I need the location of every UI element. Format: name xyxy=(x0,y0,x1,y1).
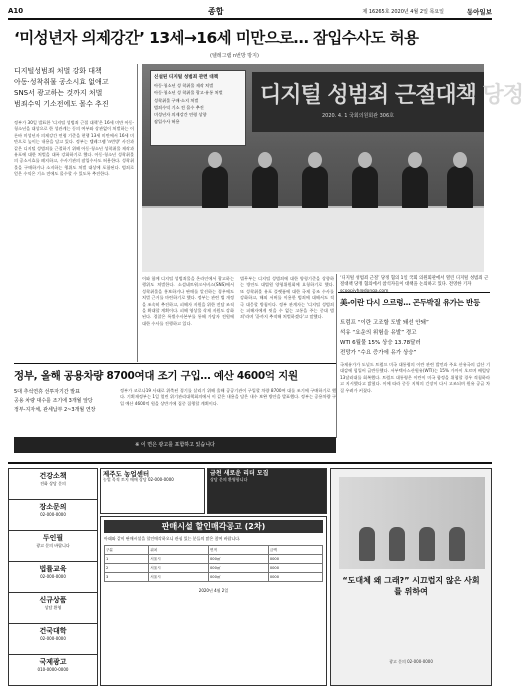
photo-banner-sub: 2020. 4. 1 국회의원회관 306호 xyxy=(322,113,394,119)
ad-figure xyxy=(389,527,405,561)
table-row xyxy=(105,546,323,555)
notice-footer: 2020년 4월 2일 xyxy=(198,588,229,593)
inset-item: 잠입수사 허용 xyxy=(154,119,180,125)
photo-person xyxy=(447,166,473,210)
notice-intro: 아래와 같이 판매시설을 할인매각하오니 관심 있는 분들의 많은 참여 바랍니다. xyxy=(104,536,241,541)
section-rule xyxy=(14,363,336,364)
table-cell: 구분 xyxy=(105,546,149,555)
photo-person xyxy=(352,166,378,210)
ad-contact: 광고 문의 02-000-0000 xyxy=(389,659,433,664)
classified-text: 02-000-0000 xyxy=(40,512,66,517)
photo-person xyxy=(402,166,428,210)
table-cell: 위치 xyxy=(149,546,209,555)
side-body: 국제유가가 도널드 트럼프 미국 대통령의 이란 관련 발언과 주요 산유국의 감산 기대감에 힘입어 급반등했다. 서부텍사스산원유(WTI)는 15% 가까이 오르며 배럴당 13달러대를 회복했다. 트럼프 대통령은 이란이 미국 함정을 위협할 경우 격침하라고 지시했다고 밝혔다. 이에 따라 중동 지역의 긴장이 다시 고조되며 원유 공급 차질 우려가 커졌다. xyxy=(340,362,490,393)
ad-figure xyxy=(359,527,375,561)
main-byline: (텔레그램 n번방 방지) xyxy=(210,53,259,59)
section-rule xyxy=(338,292,490,293)
classified-title: 법률교육 xyxy=(39,565,67,573)
classified-cell xyxy=(9,469,97,500)
second-subheads xyxy=(14,388,96,415)
classified-title: 장소문의 xyxy=(39,503,67,511)
table-row xyxy=(105,573,323,582)
table-row xyxy=(105,555,323,564)
side-subhead-line: 전망가 “수요 증가에 유가 상승” xyxy=(340,350,417,356)
classified-cell xyxy=(9,624,97,655)
ad-slogan: “도대체 왜 그래?” 시끄럽지 않은 사회를 위하여 xyxy=(342,576,480,596)
table-cell: 0000 xyxy=(268,573,322,582)
table-cell: 000㎡ xyxy=(209,573,269,582)
classified-text: 010-0000-0000 xyxy=(37,667,69,672)
second-headline: 정부, 올해 공용차량 8700여대 조기 구입… 예산 4600억 지원 xyxy=(14,370,298,382)
main-body-right: 법무부는 디지털 성범죄에 대한 양형기준을 상향하는 방안도 대법원 양형위원회에 요청하기로 했다. 또 성착취물 유포 플랫폼에 대한 국제 공조 수사를 강화하고, 해외 서버를 이용한 범죄에 대해서도 적극 대응할 방침이다. 정부 관계자는 '디지털 성범죄는 피해자에게 씻을 수 없는 고통을 주는 중대 범죄'라며 '끝까지 추적해 처벌하겠다'고 말했다. xyxy=(240,276,334,320)
lede-line: 범죄수익 기소전에도 몰수 추진 xyxy=(14,100,109,108)
main-body-mid: 이와 함께 디지털 성범죄물을 온라인에서 광고하는 행위도 처벌한다. 소셜네트워크서비스(SNS)에서 성착취물을 홍보하거나 판매를 알선하는 경우에도 처벌 근거를 마련하기로 했다. 정부는 관련 법 개정을 조속히 추진하고, 피해자 지원을 위한 전담 조직을 확대할 계획이다. 피해 영상물 삭제 지원도 강화된다. 경찰은 특별수사본부를 통해 가담자 전원에 대한 수사를 진행하고 있다. xyxy=(142,276,234,326)
side-headline: 美-이란 다시 으르렁… 곤두박질 유가는 반등 xyxy=(340,298,480,307)
inset-item: 성착취물 구매·소지 처벌 xyxy=(154,97,199,103)
classified-cell xyxy=(9,593,97,624)
issue-meta: 제 16265호 2020년 4월 2일 목요일 xyxy=(362,9,444,15)
photo-person xyxy=(252,166,278,210)
table-cell: 0000 xyxy=(268,555,322,564)
sale-notice-ad xyxy=(100,516,327,686)
photo-person-head xyxy=(453,152,467,168)
inset-box xyxy=(150,70,246,146)
ad-image xyxy=(339,477,485,569)
photo-person-head xyxy=(358,152,372,168)
classified-title: 건국대학 xyxy=(39,627,67,635)
inset-item: 아동·청소년 성 착취물 제작 처벌 xyxy=(154,83,214,89)
ad-rule xyxy=(8,462,492,464)
classified-ads-left xyxy=(8,468,98,686)
table-cell: 서울시 xyxy=(149,555,209,564)
page-number: A10 xyxy=(8,7,24,15)
classified-text: 02-000-0000 xyxy=(40,636,66,641)
classified-cell xyxy=(9,500,97,531)
second-subhead-line: 5대 추석연휴 선투자기간 발표 xyxy=(14,389,80,395)
ad-figure xyxy=(419,527,435,561)
classified-cell xyxy=(9,655,97,686)
lede-line: SNS서 광고하는 것까지 처벌 xyxy=(14,89,103,97)
ad-figure xyxy=(449,527,465,561)
classified-title: 국제광고 xyxy=(39,658,67,666)
ad-title: 금천 새로운 리더 모집 xyxy=(210,470,269,477)
table-cell: 금액 xyxy=(268,546,322,555)
photo-person-head xyxy=(258,152,272,168)
notice-table xyxy=(104,545,323,582)
table-row xyxy=(105,564,323,573)
classified-text: 02-000-0000 xyxy=(40,574,66,579)
classified-title: 두인필 xyxy=(42,534,64,542)
classified-text: 광고 문의 바랍니다 xyxy=(36,543,70,548)
photo-person-head xyxy=(308,152,322,168)
table-cell: 면적 xyxy=(209,546,269,555)
photo-person xyxy=(302,166,328,210)
side-subhead-line: WTI 6월물 15% 상승 13.78달러 xyxy=(340,340,421,346)
section-label: 종합 xyxy=(208,7,224,16)
ad-recruit xyxy=(207,468,327,514)
table-cell: 1 xyxy=(105,555,149,564)
inset-item: 아동·청소년 성 착취물 광고·유통 처벌 xyxy=(154,90,223,96)
table-cell: 서울시 xyxy=(149,564,209,573)
inset-item: 범죄수익 기소 전 몰수 추진 xyxy=(154,104,204,110)
photo-table xyxy=(142,208,484,272)
public-campaign-ad xyxy=(330,468,492,686)
inset-title: 신설된 디지털 성범죄 관련 대책 xyxy=(154,75,219,80)
column-divider xyxy=(137,64,138,362)
ad-bar: ※ 이 면은 광고를 포함하고 있습니다 xyxy=(14,437,336,453)
table-cell: 000㎡ xyxy=(209,555,269,564)
classified-text: 전화 상담 문의 xyxy=(40,481,66,486)
ad-title: 제주도 농업센터 xyxy=(103,470,150,478)
second-subhead-line: 정부-지자체, 관세납부 2~3개월 연장 xyxy=(14,407,96,413)
photo-person xyxy=(202,166,228,210)
table-cell: 3 xyxy=(105,573,149,582)
side-subhead-line: 석유 “요운의 위험을 유발” 경고 xyxy=(340,330,417,336)
inset-item: 미성년자 의제강간 연령 상향 xyxy=(154,112,207,118)
table-cell: 0000 xyxy=(268,564,322,573)
lede-line: 아동·성착취물 공소시효 없애고 xyxy=(14,78,109,86)
table-cell: 서울시 xyxy=(149,573,209,582)
classified-cell xyxy=(9,531,97,562)
side-subheads xyxy=(340,318,490,358)
main-headline: ‘미성년자 의제강간’ 13세→16세 미만으로… 잠입수사도 허용 xyxy=(14,29,419,47)
classified-title: 건강소책 xyxy=(39,472,67,480)
classified-title: 신규상품 xyxy=(39,596,67,604)
table-cell: 2 xyxy=(105,564,149,573)
classified-cell xyxy=(9,562,97,593)
second-body: 정부가 코로나19 사태로 위축된 경기를 살리기 위해 올해 공공기관이 구입할 차량 8700여 대를 조기에 구매하기로 했다. 기획재정부는 1일 열린 위기관리대책회의에서 이 같은 내용을 담은 내수 보완 방안을 발표했다. 정부는 공용차량 구입 예산 4600억 원을 상반기에 집중 집행할 계획이다. xyxy=(120,388,336,406)
table-cell: 000㎡ xyxy=(209,564,269,573)
page-header xyxy=(8,6,492,20)
classified-text: 상담 환영 xyxy=(44,605,62,610)
photo-banner-text: 디지털 성범죄 근절대책 당정 xyxy=(260,83,523,108)
notice-title: 판매시설 할인매각공고 (2차) xyxy=(104,520,323,533)
photo-person-head xyxy=(408,152,422,168)
ad-text: 상담 문의 환영합니다 xyxy=(210,477,248,482)
main-lede xyxy=(14,66,134,110)
side-subhead-line: 트럼프 “이란 고조할 도발 돼선 안돼” xyxy=(340,320,429,326)
column-divider xyxy=(336,274,337,438)
ad-jeju xyxy=(100,468,205,514)
main-body-left: 정부가 30일 발표한 '디지털 성범죄 근절 대책'은 16세 미만 아동·청소년을 대상으로 한 성관계는 동의 여부와 상관없이 처벌하는 이른바 미성년자 의제강간 연령 기준을 현행 13세 미만에서 16세 미만으로 높이는 내용을 담고 있다. 정부는 텔레그램 'n번방' 사건과 같은 디지털 성범죄를 근절하기 위해 아동·청소년 성착취물 제작과 유포에 대한 처벌을 대폭 강화하기로 했다. 아동·청소년 성착취물의 공소시효를 폐지하고, 수사기관의 잠입수사도 허용한다. 성착취물을 구매하거나 소지하는 행위도 처벌 대상에 포함된다. 범죄로 얻은 수익은 기소 전에도 몰수할 수 있도록 추진한다. xyxy=(14,120,134,177)
lede-line: 디지털성범죄 처벌 강화 대책 xyxy=(14,67,102,75)
newspaper-name: 동아일보 xyxy=(466,8,492,16)
photo-person-head xyxy=(208,152,222,168)
second-subhead-line: 공용 차량 대수를 조기에 3개월 앞당 xyxy=(14,398,93,404)
photo-caption: ‘디지털 성범죄 근절’ 당정 협의 1일 국회 의원회관에서 열린 디지털 성범죄 근절대책 당정 협의에서 참석자들이 대책을 논의하고 있다. 전영한 기자 xyxy=(340,276,489,288)
ad-text: 농업 목적 토지 매매 상담 02-000-0000 xyxy=(103,477,174,482)
